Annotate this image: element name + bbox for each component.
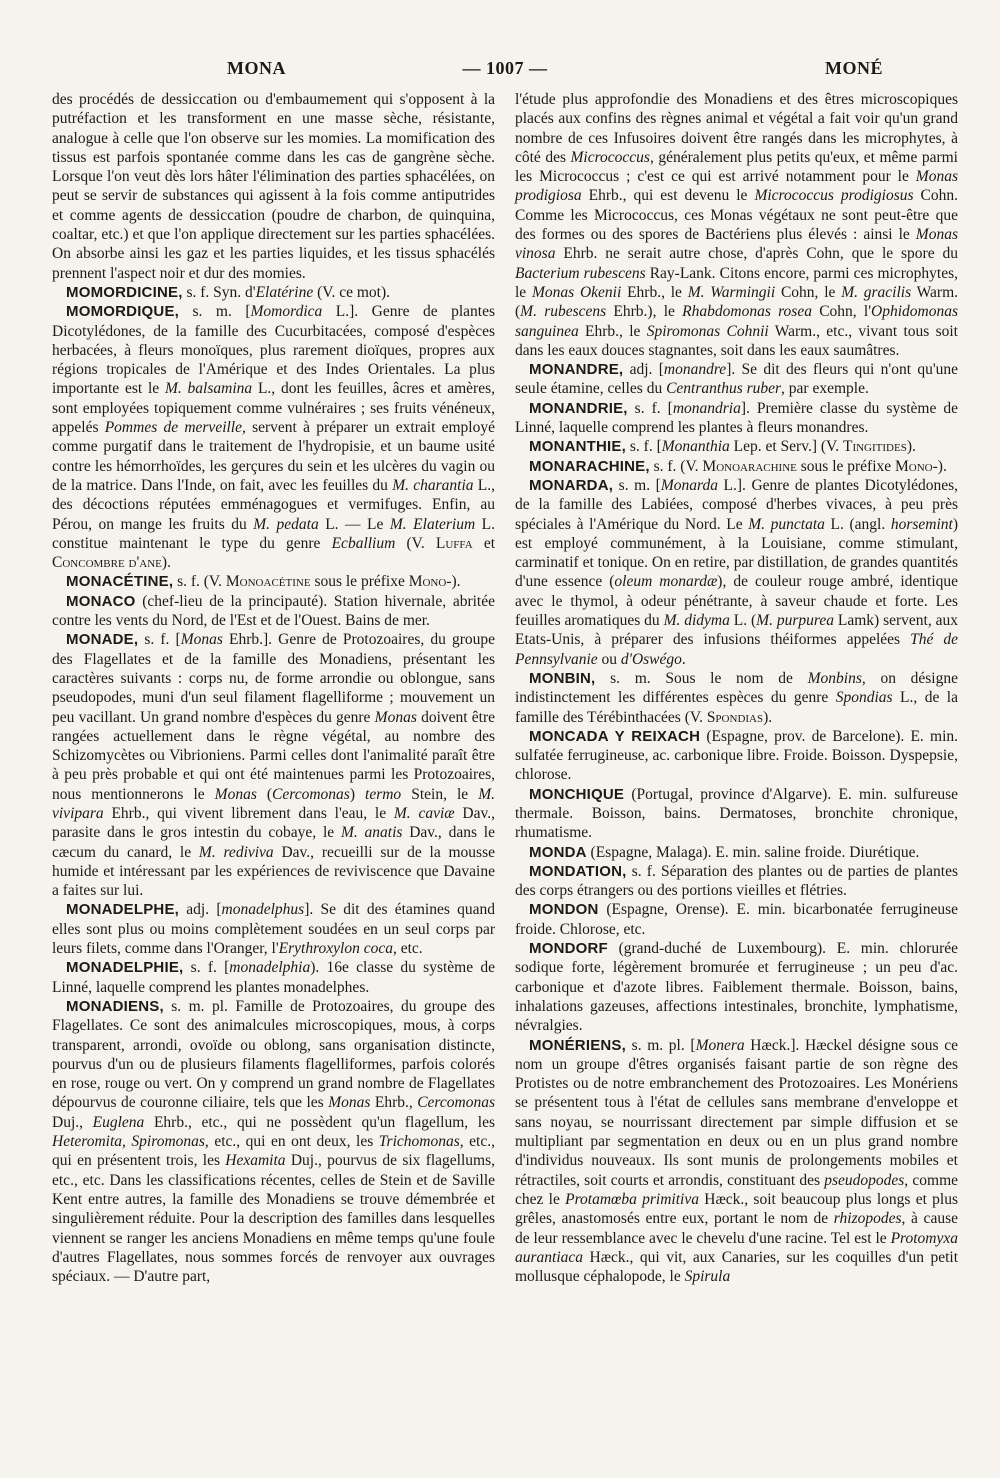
headword: MONADELPHE,	[66, 901, 180, 919]
entry-text: horsemint	[890, 515, 953, 533]
entry-text: L.]. Genre de plantes Dicotylédones, de la famille des Labiées, composé d'herbes vivaces, à peu près spéciales à l'Amérique du Nord. Le	[515, 476, 959, 533]
entry-text: , on désigne indistinctement les différentes espèces du genre	[515, 669, 958, 707]
entry-text: Momordica	[250, 303, 323, 321]
entry-text: Hæck., soit beaucoup plus longs et plus grêles, anastomosés entre eux, portant le nom de	[515, 1190, 958, 1228]
running-header	[52, 58, 958, 86]
text-columns	[52, 90, 958, 1286]
entry-text: Monas Okenii	[531, 283, 622, 301]
headword: MONARACHINE,	[529, 457, 650, 475]
entry-l5	[52, 592, 495, 631]
entry-text: Stein, le	[401, 785, 479, 803]
entry-text: termo	[365, 785, 402, 803]
entry-text: ). 16e classe du système de Linné, laquelle comprend les plantes monadelphes.	[52, 959, 495, 996]
entry-r14	[515, 1036, 958, 1287]
entry-text: L. — Le	[318, 515, 390, 533]
entry-text: Bacterium rubescens	[515, 264, 646, 282]
headword: MONADE,	[66, 631, 139, 649]
entry-text: s. m. [	[179, 303, 251, 321]
headword: MONDORF	[529, 940, 608, 958]
entry-text: l'étude plus approfondie des Monadiens et des êtres microscopiques placés aux confins des règnes animal et végétal a fait voir qu'un grand nombre de ces Infusoires doivent être rangés dans les microphytes, à côté des	[515, 91, 958, 166]
headword: MONANDRIE,	[529, 399, 628, 417]
entry-r10	[515, 843, 958, 862]
entry-text: Monas	[328, 1094, 371, 1112]
entry-text: M. purpurea	[756, 612, 834, 630]
entry-text: Mono-	[895, 457, 938, 475]
entry-text: Concombre d'ane	[52, 554, 162, 572]
entry-r6	[515, 476, 958, 669]
entry-text: (chef-lieu de la principauté). Station hivernale, abritée contre les vents du Nord, de l'Est et de l'Ouest. Bains de mer.	[52, 592, 495, 630]
entry-text: Monas	[374, 708, 417, 726]
entry-text: Monas	[214, 785, 257, 803]
entry-text: Spondias	[706, 708, 764, 726]
entry-text: Monoarachine	[702, 457, 797, 475]
entry-text: monadelphus	[221, 901, 305, 919]
entry-l4	[52, 572, 495, 591]
entry-l9	[52, 997, 495, 1286]
entry-text: Luffa	[435, 534, 473, 552]
entry-text: (Espagne, Malaga). E. min. saline froide. Diurétique.	[586, 843, 920, 861]
entry-text: M. balsamina	[164, 380, 253, 398]
entry-text: Ehrb.), le	[606, 303, 683, 321]
header-left-word: MONA	[227, 58, 286, 78]
entry-text: Ehrb.,	[370, 1094, 418, 1112]
entry-text: M. caviæ	[393, 804, 455, 822]
entry-text: Cohn, l'	[811, 303, 872, 321]
entry-text: ]. Se dit des fleurs qui n'ont qu'une seule étamine, celles du	[515, 361, 958, 398]
entry-text: Protamœba primitiva	[565, 1190, 699, 1208]
entry-text: L., dont les feuilles, âcres et amères, sont employées topiquement comme vulnéraires ; ses fruits vénéneux, appelés	[52, 380, 496, 437]
entry-text: Monas prodigiosa	[515, 168, 958, 205]
entry-text: M. vivipara	[52, 785, 495, 822]
entry-l8	[52, 958, 495, 997]
entry-text: (Espagne, prov. de Barcelone). E. min. sulfatée ferrugineuse, ac. carbonique libre. Froide. Boisson. Dyspepsie, chlorose.	[515, 727, 958, 784]
entry-text: et	[472, 534, 496, 552]
entry-text: Centranthus ruber	[666, 380, 782, 398]
headword: MONDA	[529, 843, 587, 861]
entry-text: sous le préfixe	[796, 457, 896, 475]
entry-text: ).	[937, 457, 947, 475]
entry-text: s. f. [	[138, 631, 181, 649]
entry-r11	[515, 862, 958, 901]
entry-text: Monarda	[660, 476, 718, 494]
entry-text: doivent être rangées actuellement dans le règne végétal, au nombre des Schizomycètes ou Vibrioniens. Parmi celles dont l'animalité paraît être à peu près probable et qui ont été maintenues parmi les Protozoaires, nous mentionnerons le	[52, 708, 495, 803]
entry-text: M. charantia	[392, 476, 474, 494]
entry-text: Cohn, le	[775, 283, 842, 301]
entry-text: Cohn. Comme les Micrococcus, ces Monas végétaux ne sont peut-être que des formes ou des spores de Bactériens plus élevés : ainsi le	[515, 187, 959, 244]
entry-text: s. m. [	[613, 476, 661, 494]
headword: MOMORDIQUE,	[66, 303, 180, 321]
entry-r12	[515, 900, 958, 939]
entry-text: des procédés de dessiccation ou d'embaumement qui s'opposent à la putréfaction et les transforment en une masse sèche, résistante, analogue à celle que l'on observe sur les momies. La momification des tissus est parfois spontanée comme dans les cas de gangrène sèche. Lorsque l'on veut dès lors hâter l'élimination des parties sphacélées, on peut se servir de substances qui agissent à la fois comme antiputrides et comme agents de dessiccation (poudre de charbon, de quinquina, coaltar, etc.) et que l'on applique directement sur les parties sphacélées. On absorbe ainsi les gaz et les parties liquides, et les tissus sphacélés prennent l'aspect noir et dur des momies.	[52, 91, 495, 282]
headword: MONADELPHIE,	[66, 959, 184, 977]
entry-text: s. m. Sous le nom de	[595, 669, 808, 687]
entry-text: Thé de Pennsylvanie	[515, 631, 958, 668]
entry-r9	[515, 785, 958, 843]
entry-text: ) est employé communément, à la Louisiane, comme stimulant, carminatif et tonique. On en retire, par distillation, de grandes quantités d'une essence (	[515, 515, 958, 591]
entry-text: Trichomonas	[378, 1133, 460, 1151]
entry-text: Micrococcus prodigiosus	[754, 187, 914, 205]
headword: MONBIN,	[529, 669, 596, 687]
entry-text: Hexamita	[225, 1152, 286, 1170]
entry-text: s. f. [	[627, 399, 673, 417]
entry-text: Ehrb., etc., qui ne possèdent qu'un flagellum, les	[144, 1113, 496, 1131]
entry-text: pseudopodes	[824, 1171, 905, 1189]
entry-text: Monera	[695, 1036, 745, 1054]
entry-text: ).	[451, 573, 461, 591]
entry-text: Monoacétine	[225, 573, 311, 591]
entry-text: M. Elaterium	[389, 515, 476, 533]
headword: MONCHIQUE	[529, 785, 625, 803]
entry-text: monandre	[663, 361, 727, 379]
entry-text: Erythroxylon coca	[278, 940, 393, 958]
entry-text: Spirula	[684, 1268, 731, 1286]
entry-text: Ecballium	[331, 534, 396, 552]
entry-text: Lep. et Serv.] (V.	[729, 438, 843, 456]
entry-text: Warm., etc., vivant tous soit dans les eaux douces stagnantes, soit dans les eaux saumâtres.	[515, 322, 958, 359]
entry-l6	[52, 630, 495, 900]
entry-text: L.]. Genre de plantes Dicotylédones, de la famille des Cucurbitacées, composé d'espèces herbacées, à fleurs monoïques, plus rarement dioïques, propres aux régions tropicales de l'Amérique et des Indes Orientales. La plus importante est le	[52, 303, 496, 398]
entry-text: L. constitue maintenant le type du genre	[52, 515, 496, 552]
entry-text: Protomyxa aurantiaca	[515, 1229, 958, 1266]
headword: MONANDRE,	[529, 361, 624, 379]
entry-text: Lamk) servent, aux Etats-Unis, à préparer des infusions théiformes appelées	[515, 612, 958, 649]
entry-text: Spondias	[835, 689, 893, 707]
entry-text: Ehrb.]. Genre de Protozoaires, du groupe des Flagellates et de la famille des Monadiens, présentant les caractères suivants : corps nu, de forme arrondie ou oblongue, sans pseudopodes, muni d'un seul filament flagelliforme ; mouvement un peu vacillant. Un grand nombre d'espèces du genre	[52, 631, 495, 726]
entry-text: s. m. pl. [	[626, 1036, 696, 1054]
entry-text: Duj., pourvus de six flagellums, etc., etc. Dans les classifications récentes, celles de Stein et de Saville Kent entre autres, la famille des Monadiens se trouve démembrée et singulièrement réduite. Pour la description des familles dans lesquelles viennent se ranger les anciens Monadiens en même temps qu'une foule d'autres Flagellates, nous sommes forcés de renvoyer aux ouvrages spéciaux. — D'autre part,	[52, 1152, 496, 1286]
entry-text: Ehrb., qui vivent librement dans l'eau, le	[103, 804, 394, 822]
entry-text: Dav., dans le cæcum du canard, le	[52, 824, 495, 861]
entry-text: ).	[161, 554, 171, 572]
entry-r13	[515, 939, 958, 1035]
entry-text: ou	[597, 650, 621, 668]
entry-text: Ehrb., le	[578, 322, 647, 340]
entry-text: rhizopodes	[833, 1210, 902, 1228]
entry-text: , généralement plus petits qu'eux, et même parmi les Micrococcus ; c'est ce qui est arrivé notamment pour le	[515, 148, 958, 186]
entry-text: Monbins	[807, 669, 862, 687]
entry-text: Dav., recueilli sur de la mousse humide et intéressant par les expériences de reviviscence que Davaine a faites sur lui.	[52, 843, 495, 900]
entry-text: Dav., parasite dans le gros intestin du cobaye, le	[52, 804, 495, 842]
entry-text: s. f. (V.	[173, 573, 226, 591]
entry-text: (grand-duché de Luxembourg). E. min. chlorurée sodique forte, légèrement bromurée et ferrugineuse ; un peu d'ac. carbonique et d'azote libres. Faiblement thermale. Boisson, bains, inhalations gazeuses, affections intestinales, bronchite, lymphatisme, névralgies.	[515, 940, 958, 1035]
entry-text: s. m. pl. Famille de Protozoaires, du groupe des Flagellates. Ce sont des animalcules microscopiques, mous, à corps transparent, arrondi, ovoïde ou oblong, sans organisation distincte, pourvus d'un ou de plusieurs filaments flagelliformes, parfois colorés en rose, rouge ou vert. On y comprend un grand nombre de Flagellates dépourvus de couronne ciliaire, tels que les	[52, 997, 495, 1112]
entry-r5	[515, 457, 958, 476]
entry-text: L. (	[729, 612, 757, 630]
entry-text: Hæck.]. Hæckel désigne sous ce nom un groupe d'êtres organisés faisant partie de son règne des Protistes ou de notre embranchement des Protozoaires. Les Monériens se présentent tous à l'état de cellules sans membrane d'enveloppe et sans noyau, se nourrissant directement par simple diffusion et se multipliant par segmentation en deux ou en un plus grand nombre d'individus nouveaux. Ils sont munis de prolongements mobiles et rétractiles, soit courts et arrondis, constituant des	[515, 1036, 958, 1189]
entry-l1	[52, 90, 495, 283]
entry-text: , comme chez le	[515, 1171, 958, 1208]
entry-text: , à cause de leur ressemblance avec le chevelu d'une racine. Tel est le	[515, 1210, 958, 1247]
entry-text: .	[681, 650, 686, 668]
page-number: — 1007 —	[462, 58, 548, 78]
headword: MONDATION,	[529, 862, 627, 880]
headword: MONARDA,	[529, 476, 614, 494]
entry-text: monadelphia	[229, 959, 311, 977]
entry-text: s. f. Séparation des plantes ou de parties de plantes des corps étrangers ou des portions vieilles et flétries.	[515, 862, 958, 900]
entry-text: ]. Se dit des étamines quand elles sont plus ou moins complètement soudées en un seul corps par leurs filets, comme dans l'Oranger, l'	[52, 901, 495, 958]
entry-text: Elatérine	[255, 283, 314, 301]
entry-text: M. Warmingii	[687, 283, 776, 301]
entry-r1	[515, 90, 958, 360]
entry-text: Ehrb., qui est devenu le	[581, 187, 755, 205]
entry-text: s. f. [	[626, 438, 662, 456]
entry-l3	[52, 302, 495, 572]
entry-text: Monas vinosa	[515, 226, 958, 263]
entry-r8	[515, 727, 958, 785]
header-right-word: MONÉ	[825, 58, 883, 78]
entry-text: M. gracilis	[841, 283, 912, 301]
entry-text: M. rediviva	[198, 843, 274, 861]
entry-r7	[515, 669, 958, 727]
entry-l2	[52, 283, 495, 302]
entry-text: monandria	[672, 399, 741, 417]
entry-text: (	[256, 785, 273, 803]
entry-text: , par exemple.	[781, 380, 869, 398]
entry-text: Pommes de merveille,	[104, 419, 246, 437]
entry-text: s. f. [	[183, 959, 230, 977]
headword: MONACO	[66, 592, 136, 610]
headword: MONÉRIENS,	[529, 1036, 627, 1054]
entry-text: Micrococcus	[570, 148, 650, 166]
left-column	[52, 90, 495, 1286]
headword: MONCADA Y REIXACH	[529, 727, 701, 745]
entry-text: Cercomonas	[417, 1094, 495, 1112]
entry-text: oleum monardæ	[614, 573, 718, 591]
entry-r4	[515, 437, 958, 456]
entry-text: servent à préparer un extrait employé comme purgatif dans le traitement de l'hydropisie, et un baume usité contre les hémorrhoïdes, les gerçures du sein et les ulcères du vagin ou de la matrice. Dans l'Inde, on fait, avec les feuilles du	[52, 419, 495, 494]
headword: MOMORDICINE,	[66, 283, 183, 301]
entry-text: s. f. Syn. d'	[182, 283, 256, 301]
entry-text: adj. [	[179, 901, 222, 919]
entry-text: ]. Première classe du système de Linné, laquelle comprend les plantes à fleurs monandres.	[515, 399, 959, 437]
right-column	[515, 90, 958, 1286]
entry-text: Mono-	[408, 573, 452, 591]
entry-text: M. pedata	[253, 515, 319, 533]
entry-text: d'Oswégo	[620, 650, 682, 668]
entry-text: Monanthia	[661, 438, 730, 456]
entry-text: s. f. (V.	[649, 457, 703, 475]
entry-text: Ehrb. ne serait autre chose, d'après Cohn, que le spore du	[555, 245, 958, 263]
headword: MONDON	[529, 901, 599, 919]
entry-text: Tingitides	[842, 438, 907, 456]
entry-text: Duj.,	[52, 1113, 93, 1131]
entry-text: (V. ce mot).	[313, 283, 391, 301]
entry-text: ).	[906, 438, 916, 456]
entry-text: Ray-Lank. Citons encore, parmi ces microphytes, le	[515, 264, 958, 301]
entry-text: Monas	[180, 631, 223, 649]
entry-text: Ehrb., le	[621, 283, 688, 301]
entry-text: M. rubescens	[520, 303, 607, 321]
entry-text: Heteromita, Spiromonas	[52, 1133, 205, 1151]
headword: MONACÉTINE,	[66, 573, 174, 591]
entry-text: L., des décoctions réputées emménagogues et vermifuges. Enfin, au Pérou, on mange les fruits du	[52, 476, 495, 533]
entry-text: (V.	[395, 534, 436, 552]
entry-text: adj. [	[623, 361, 664, 379]
entry-text: M. didyma	[663, 612, 730, 630]
entry-text: sous le préfixe	[310, 573, 409, 591]
entry-text: Cercomonas	[272, 785, 350, 803]
entry-text: Hæck., qui vit, aux Canaries, sur les coquilles d'un petit mollusque céphalopode, le	[515, 1248, 958, 1286]
entry-text: L., de la famille des Térébinthacées (V.	[515, 689, 958, 726]
entry-text: Warm. (	[515, 283, 959, 321]
entry-text: Euglena	[92, 1113, 145, 1131]
entry-text: Spiromonas Cohnii	[646, 322, 769, 340]
entry-text: Ophidomonas sanguinea	[515, 303, 959, 340]
headword: MONADIENS,	[66, 997, 164, 1015]
entry-text: , etc., qui en présentent trois, les	[52, 1133, 495, 1170]
entry-text: (Espagne, Orense). E. min. bicarbonatée ferrugineuse froide. Chlorose, etc.	[515, 901, 958, 938]
entry-text: (Portugal, province d'Algarve). E. min. sulfureuse thermale. Boisson, bains. Dermatoses, bronchite chronique, rhumatisme.	[515, 785, 958, 842]
entry-r3	[515, 399, 958, 438]
entry-text: Rhabdomonas rosea	[682, 303, 812, 321]
entry-text: )	[349, 785, 366, 803]
entry-l7	[52, 900, 495, 958]
entry-text: ), de couleur rouge ambré, identique avec le thymol, à odeur pénétrante, à saveur chaude et forte. Les feuilles aromatiques du	[515, 573, 959, 630]
entry-text: , etc., qui en ont deux, les	[204, 1133, 379, 1151]
entry-text: M. anatis	[340, 824, 403, 842]
entry-text: M. punctata	[748, 515, 825, 533]
entry-text: L. (angl.	[824, 515, 891, 533]
entry-text: ).	[763, 708, 773, 726]
entry-text: , etc.	[392, 940, 423, 958]
entry-r2	[515, 360, 958, 399]
headword: MONANTHIE,	[529, 438, 626, 456]
